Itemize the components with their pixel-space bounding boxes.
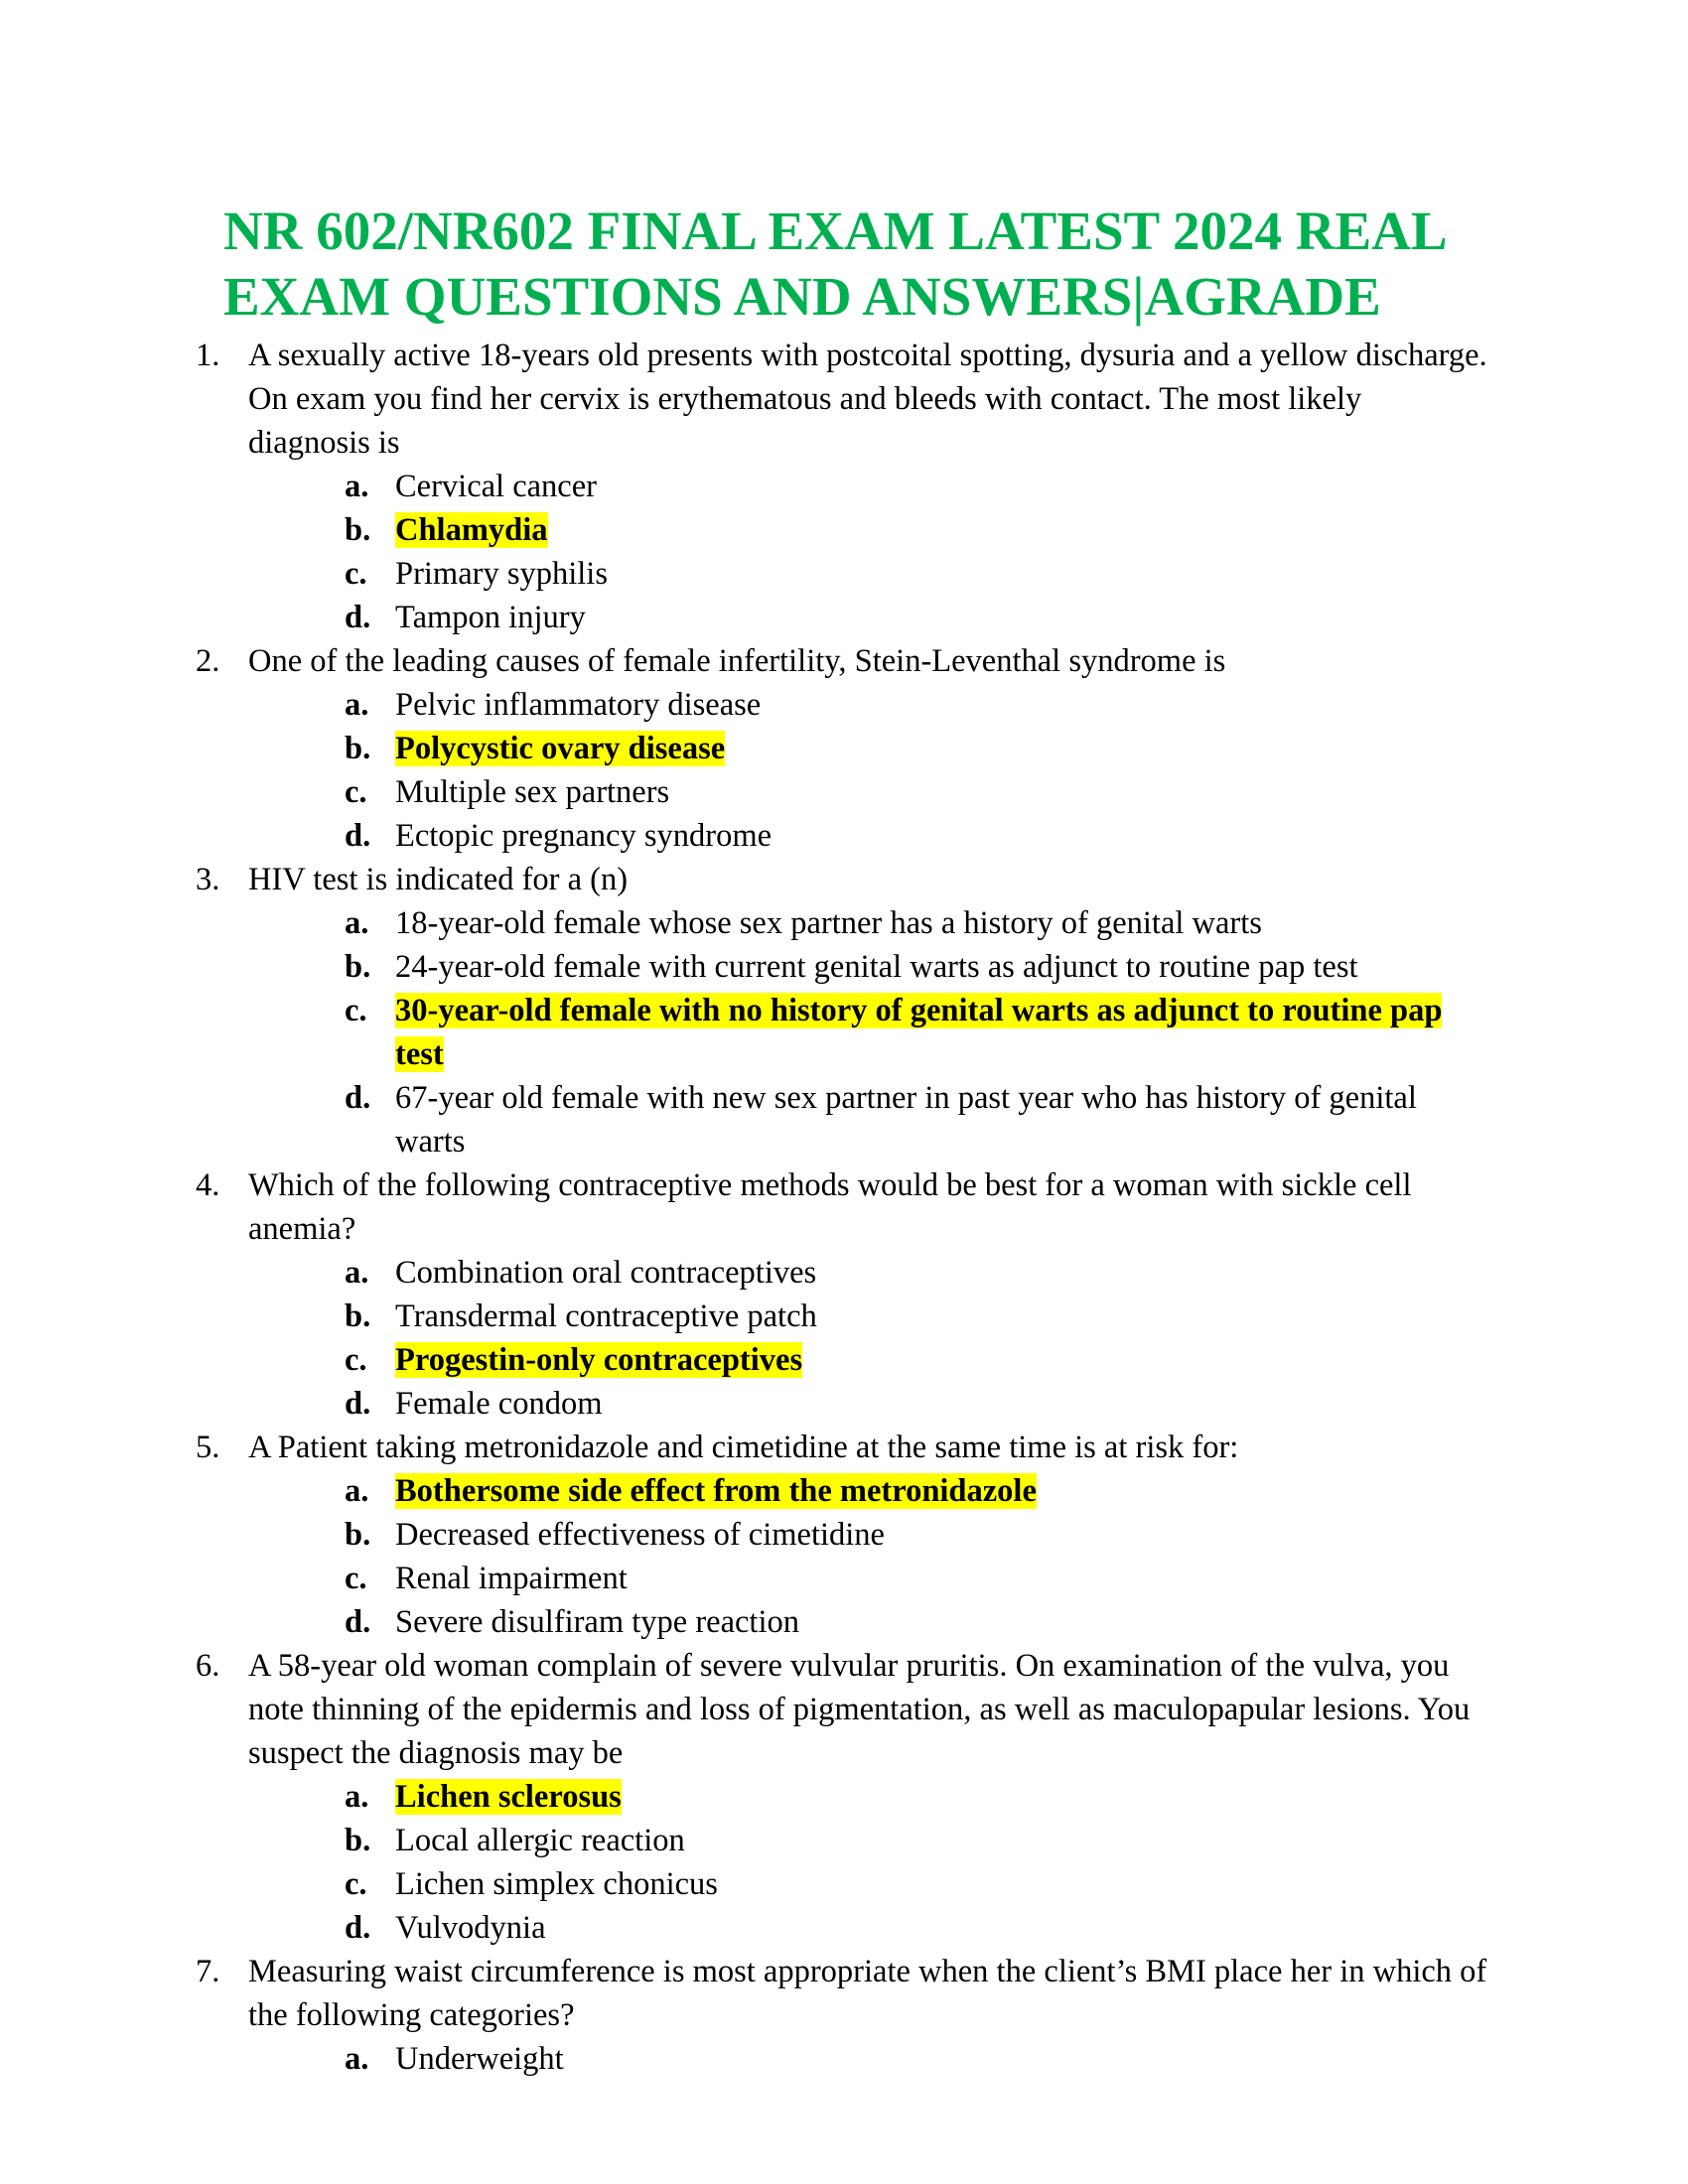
option-text: Vulvodynia xyxy=(395,1910,546,1946)
answer-option-correct xyxy=(248,508,1489,552)
question-number: 4. xyxy=(196,1167,220,1203)
answer-option xyxy=(248,770,1489,814)
question-number: 2. xyxy=(196,643,220,679)
highlighted-answer-text: Progestin-only contraceptives xyxy=(395,1342,803,1378)
answer-options xyxy=(248,683,1489,858)
question-list xyxy=(0,334,1688,2081)
question-number: 7. xyxy=(196,1954,220,1989)
option-letter: d. xyxy=(345,818,371,854)
highlighted-answer-text: 30-year-old female with no history of genital warts as adjunct to routine pap test xyxy=(395,993,1443,1072)
option-text: Ectopic pregnancy syndrome xyxy=(395,818,773,854)
option-letter: b. xyxy=(345,1517,371,1553)
option-text: Transdermal contraceptive patch xyxy=(395,1298,817,1334)
answer-option-correct xyxy=(248,1338,1489,1382)
option-text: Local allergic reaction xyxy=(395,1823,685,1858)
option-letter: c. xyxy=(345,1561,367,1596)
answer-options xyxy=(248,1251,1489,1426)
answer-option xyxy=(248,901,1489,945)
question-item xyxy=(0,334,1489,639)
question-number: 1. xyxy=(196,338,220,373)
highlighted-answer-text: Lichen sclerosus xyxy=(395,1779,622,1815)
answer-option xyxy=(248,1295,1489,1338)
option-text: Decreased effectiveness of cimetidine xyxy=(395,1517,885,1553)
question-text: Which of the following contraceptive methods would be best for a woman with sickle cell anemia? xyxy=(248,1167,1412,1247)
question-text: One of the leading causes of female infertility, Stein-Leventhal syndrome is xyxy=(248,643,1226,679)
option-text: Underweight xyxy=(395,2041,564,2077)
answer-option-correct xyxy=(248,1469,1489,1513)
option-letter: d. xyxy=(345,1386,371,1422)
answer-option xyxy=(248,552,1489,596)
option-letter: a. xyxy=(345,905,369,941)
question-item xyxy=(0,1426,1489,1644)
question-item xyxy=(0,1163,1489,1426)
option-text: 24-year-old female with current genital warts as adjunct to routine pap test xyxy=(395,949,1358,985)
question-number: 3. xyxy=(196,862,220,897)
question-item xyxy=(0,858,1489,1163)
option-letter: a. xyxy=(345,1779,369,1815)
answer-options xyxy=(248,901,1489,1163)
question-text: A 58-year old woman complain of severe vulvular pruritis. On examination of the vulva, you note thinning of the epidermis and loss of pigmentation, as well as maculopapular lesions. You suspect the diagnosis may be xyxy=(248,1648,1471,1771)
option-letter: a. xyxy=(345,2041,369,2077)
option-letter: a. xyxy=(345,687,369,723)
question-text: Measuring waist circumference is most appropriate when the client’s BMI place her in which of the following categories? xyxy=(248,1954,1487,2033)
option-text: Lichen simplex chonicus xyxy=(395,1866,718,1902)
option-letter: d. xyxy=(345,600,371,635)
document-title: NR 602/NR602 FINAL EXAM LATEST 2024 REAL EXAM QUESTIONS AND ANSWERS|AGRADE xyxy=(223,201,1445,327)
answer-option xyxy=(248,1076,1489,1163)
option-text: Multiple sex partners xyxy=(395,774,670,810)
option-text: Pelvic inflammatory disease xyxy=(395,687,762,723)
question-item xyxy=(0,1950,1489,2081)
option-text: 67-year old female with new sex partner in past year who has history of genital warts xyxy=(395,1080,1417,1160)
question-text: HIV test is indicated for a (n) xyxy=(248,862,629,897)
option-letter: a. xyxy=(345,1255,369,1291)
answer-option xyxy=(248,1513,1489,1557)
highlighted-answer-text: Bothersome side effect from the metronidazole xyxy=(395,1473,1037,1509)
answer-option xyxy=(248,596,1489,639)
answer-option xyxy=(248,2037,1489,2081)
answer-options xyxy=(248,1469,1489,1644)
answer-option xyxy=(248,1906,1489,1950)
answer-option xyxy=(248,1600,1489,1644)
highlighted-answer-text: Chlamydia xyxy=(395,512,548,548)
option-letter: d. xyxy=(345,1604,371,1640)
option-letter: c. xyxy=(345,1866,367,1902)
question-text: A Patient taking metronidazole and cimetidine at the same time is at risk for: xyxy=(248,1430,1239,1465)
option-text: Tampon injury xyxy=(395,600,586,635)
option-letter: c. xyxy=(345,1342,367,1378)
option-text: Severe disulfiram type reaction xyxy=(395,1604,799,1640)
option-text: Cervical cancer xyxy=(395,469,597,504)
option-text: Combination oral contraceptives xyxy=(395,1255,817,1291)
option-letter: b. xyxy=(345,731,371,766)
answer-option xyxy=(248,1251,1489,1295)
question-item xyxy=(0,639,1489,858)
answer-option xyxy=(248,1382,1489,1426)
option-letter: b. xyxy=(345,949,371,985)
answer-option xyxy=(248,465,1489,508)
option-letter: a. xyxy=(345,469,369,504)
option-text: Renal impairment xyxy=(395,1561,628,1596)
option-letter: c. xyxy=(345,993,367,1028)
question-item xyxy=(0,1644,1489,1950)
question-text: A sexually active 18-years old presents with postcoital spotting, dysuria and a yellow discharge. On exam you find her cervix is erythematous and bleeds with contact. The most likely diagnosis is xyxy=(248,338,1487,461)
option-letter: d. xyxy=(345,1080,371,1116)
question-number: 5. xyxy=(196,1430,220,1465)
answer-option xyxy=(248,814,1489,858)
answer-option xyxy=(248,1557,1489,1600)
answer-option xyxy=(248,945,1489,989)
answer-option-correct xyxy=(248,1775,1489,1819)
option-letter: b. xyxy=(345,1823,371,1858)
question-number: 6. xyxy=(196,1648,220,1684)
option-letter: d. xyxy=(345,1910,371,1946)
option-letter: a. xyxy=(345,1473,369,1509)
answer-option xyxy=(248,683,1489,727)
option-text: Female condom xyxy=(395,1386,603,1422)
answer-option-correct xyxy=(248,727,1489,770)
answer-option xyxy=(248,1819,1489,1862)
option-letter: b. xyxy=(345,1298,371,1334)
answer-options xyxy=(248,2037,1489,2081)
option-letter: c. xyxy=(345,774,367,810)
option-letter: c. xyxy=(345,556,367,592)
answer-options xyxy=(248,1775,1489,1950)
answer-option-correct xyxy=(248,989,1489,1076)
option-text: 18-year-old female whose sex partner has a history of genital warts xyxy=(395,905,1262,941)
option-text: Primary syphilis xyxy=(395,556,608,592)
answer-options xyxy=(248,465,1489,639)
highlighted-answer-text: Polycystic ovary disease xyxy=(395,731,726,766)
answer-option xyxy=(248,1862,1489,1906)
option-letter: b. xyxy=(345,512,371,548)
